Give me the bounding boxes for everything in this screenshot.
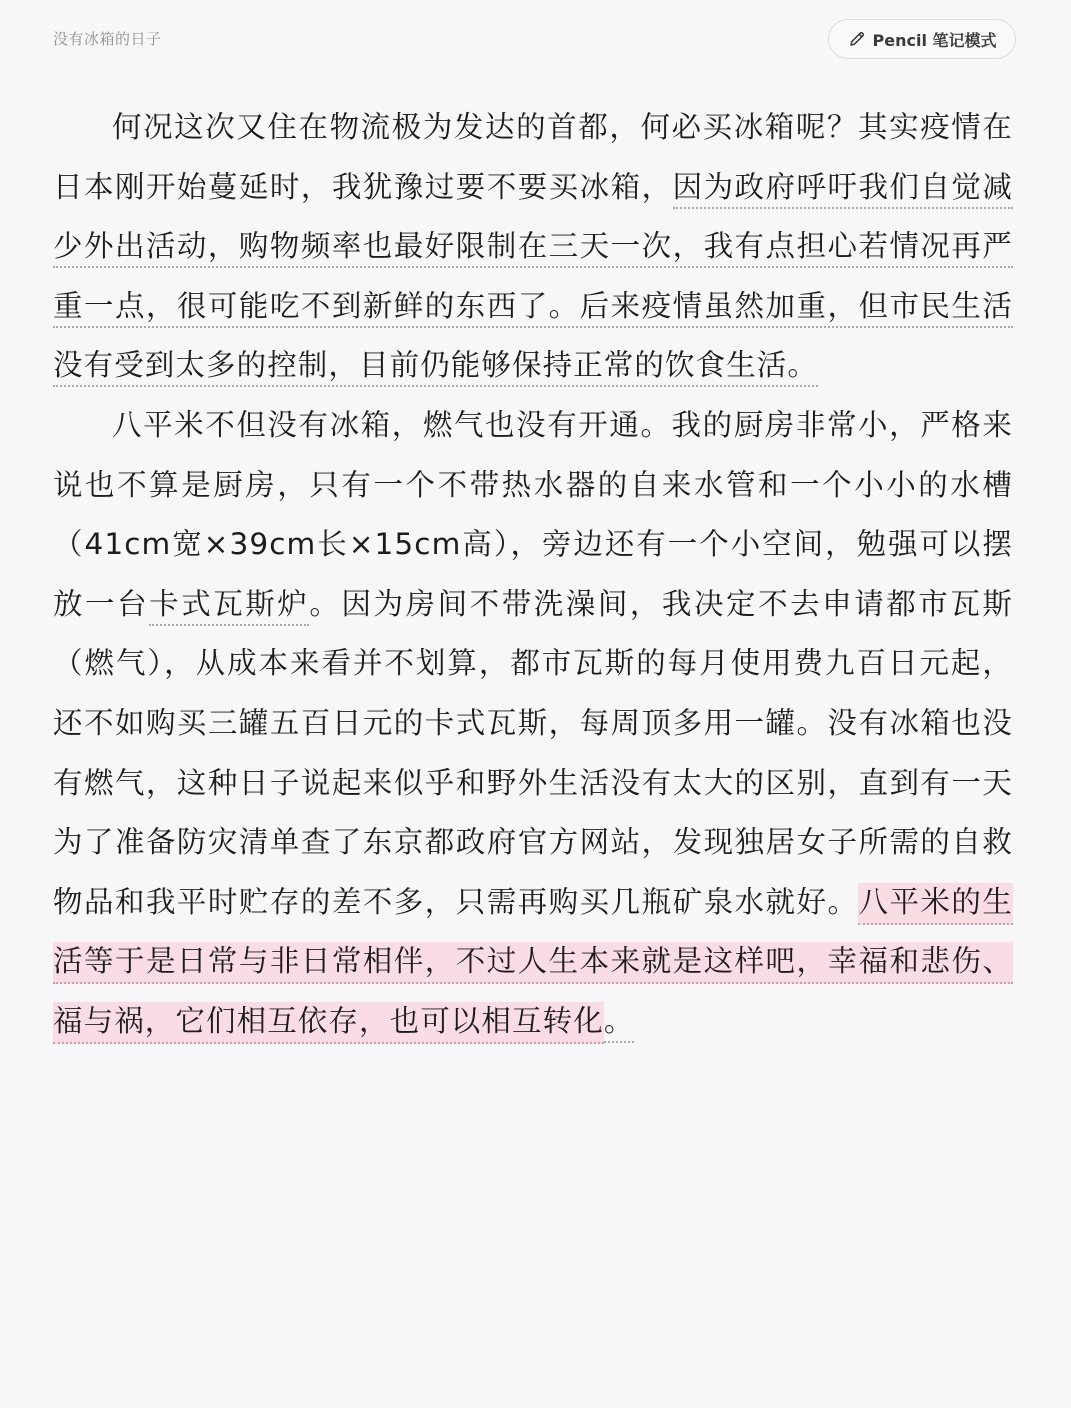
reading-content	[53, 98, 1013, 1052]
pink-highlight-annotation[interactable]: 八平米的生活等于是日常与非日常相伴，不过人生本来就是这样吧，幸福和悲伤、福与祸，它们相互依存，也可以相互转化	[53, 883, 1013, 1044]
paragraph-1	[53, 98, 1013, 396]
paragraph-2-text-b: 。因为房间不带洗澡间，我决定不去申请都市瓦斯（燃气），从成本来看并不划算，都市瓦斯的每月使用费九百日元起，还不如购买三罐五百日元的卡式瓦斯，每周顶多用一罐。没有冰箱也没有燃气，这种日子说起来似乎和野外生活没有太大的区别，直到有一天为了准备防灾清单查了东京都政府官方网站，发现独居女子所需的自救物品和我平时贮存的差不多，只需再购买几瓶矿泉水就好。	[53, 586, 1013, 919]
pencil-icon	[848, 30, 866, 48]
highlight-end-mark: 。	[604, 1004, 635, 1043]
underlined-annotation[interactable]: 因为政府呼吁我们自觉减少外出活动，购物频率也最好限制在三天一次，我有点担心若情况再严重一点，很可能吃不到新鲜的东西了。后来疫情虽然加重，但市民生活没有受到太多的控制，目前仍能够保持正常的饮食生活。	[53, 170, 1013, 388]
paragraph-2-text-a: 八平米不但没有冰箱，燃气也没有开通。我的厨房非常小，严格来说也不算是厨房，只有一个不带热水器的自来水管和一个小小的水槽（41cm宽×39cm长×15cm高），旁边还有一个小空间，勉强可以摆放一台	[53, 407, 1013, 621]
underlined-annotation-stove[interactable]: 卡式瓦斯炉	[149, 587, 309, 626]
pencil-mode-label: Pencil 笔记模式	[872, 30, 997, 50]
book-title: 没有冰箱的日子	[53, 30, 162, 48]
paragraph-2	[53, 396, 1013, 1052]
paragraph-1-text: 何况这次又住在物流极为发达的首都，何必买冰箱呢？其实疫情在日本刚开始蔓延时，我犹豫过要不要买冰箱，	[53, 110, 1013, 204]
pencil-mode-button[interactable]	[828, 19, 1016, 59]
